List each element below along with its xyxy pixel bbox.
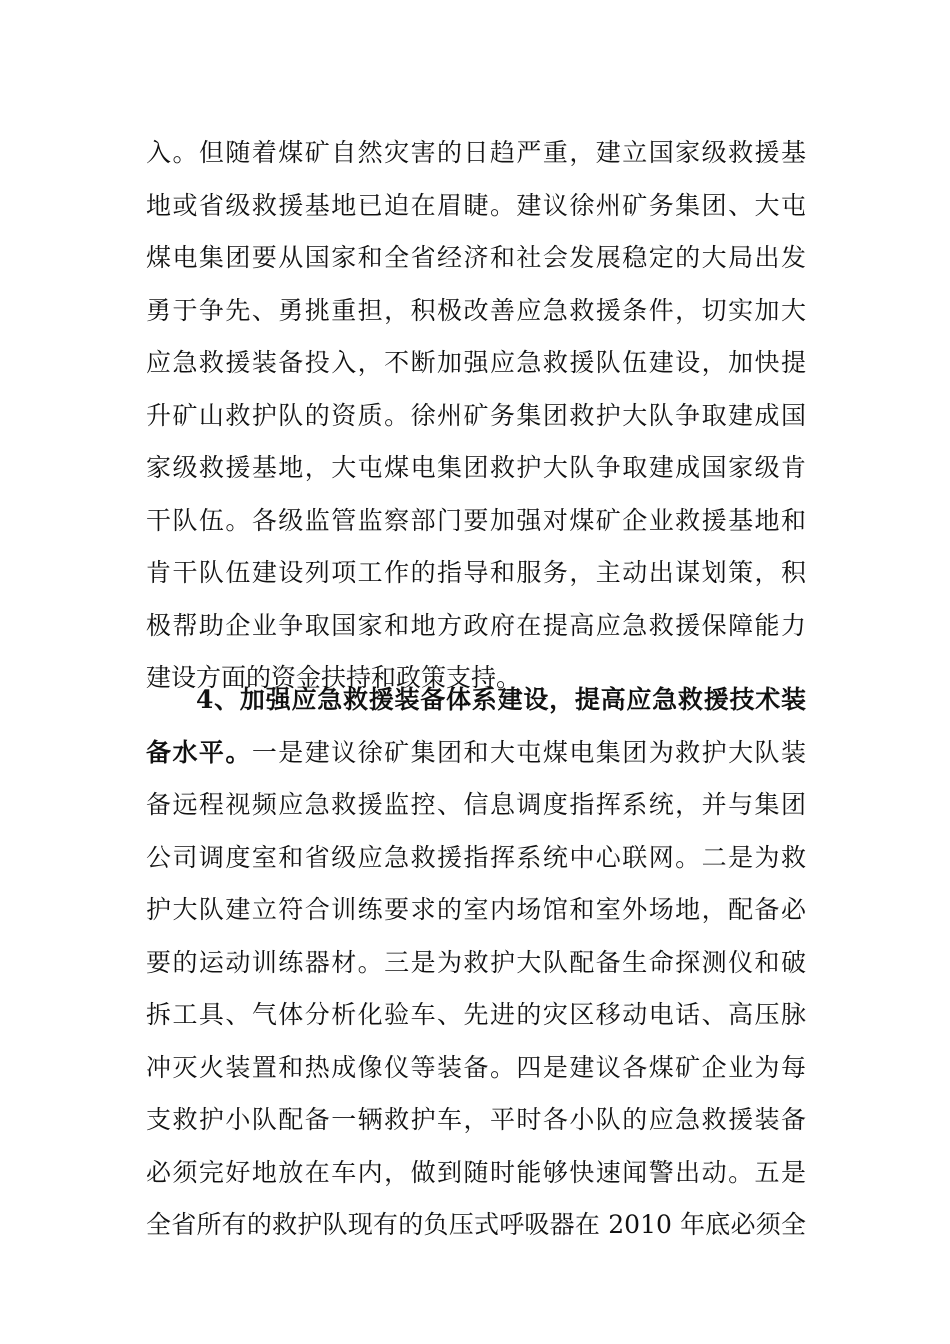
text-line: 勇于争先、勇挑重担，积极改善应急救援条件，切实加大: [146, 295, 806, 325]
section-heading-end: 备水平。: [146, 737, 252, 767]
text-line: 煤电集团要从国家和全省经济和社会发展稳定的大局出发: [146, 243, 806, 272]
text-line: 要的运动训练器材。三是为救护大队配备生命探测仪和破: [146, 947, 806, 977]
text-line: 全省所有的救护队现有的负压式呼吸器在 2010 年底必须全: [146, 1210, 806, 1239]
text-line: 备远程视频应急救援监控、信息调度指挥系统，并与集团: [146, 790, 806, 819]
text-line: 地或省级救援基地已迫在眉睫。建议徐州矿务集团、大屯: [146, 190, 806, 220]
text-line: 家级救援基地，大屯煤电集团救护大队争取建成国家级肯: [146, 453, 806, 482]
text-line: 拆工具、气体分析化验车、先进的灾区移动电话、高压脉: [146, 1000, 806, 1029]
paragraph-1: [146, 127, 806, 705]
paragraph-2: [146, 674, 806, 1252]
text-run: 一是建议徐矿集团和大屯煤电集团为救护大队装: [251, 737, 806, 767]
text-line: 肯干队伍建设列项工作的指导和服务，主动出谋划策，积: [146, 558, 806, 587]
text-line: 支救护小队配备一辆救护车，平时各小队的应急救援装备: [146, 1105, 806, 1134]
text-line: 升矿山救护队的资质。徐州矿务集团救护大队争取建成国: [146, 400, 806, 430]
text-line: 护大队建立符合训练要求的室内场馆和室外场地，配备必: [146, 895, 806, 924]
text-line: 应急救援装备投入，不断加强应急救援队伍建设，加快提: [146, 348, 806, 377]
text-line: 公司调度室和省级应急救援指挥系统中心联网。二是为救: [146, 842, 806, 872]
text-line: [146, 727, 806, 780]
text-line: 极帮助企业争取国家和地方政府在提高应急救援保障能力: [146, 610, 806, 640]
text-line: 冲灭火装置和热成像仪等装备。四是建议各煤矿企业为每: [146, 1052, 806, 1082]
section-heading: 4、加强应急救援装备体系建设，提高应急救援技术装: [196, 685, 806, 714]
text-line: 必须完好地放在车内，做到随时能够快速闻警出动。五是: [146, 1157, 806, 1187]
text-line: 干队伍。各级监管监察部门要加强对煤矿企业救援基地和: [146, 505, 806, 535]
text-line: 建设方面的资金扶持和政策支持。: [146, 663, 522, 692]
text-line: 入。但随着煤矿自然灾害的日趋严重，建立国家级救援基: [146, 138, 806, 167]
